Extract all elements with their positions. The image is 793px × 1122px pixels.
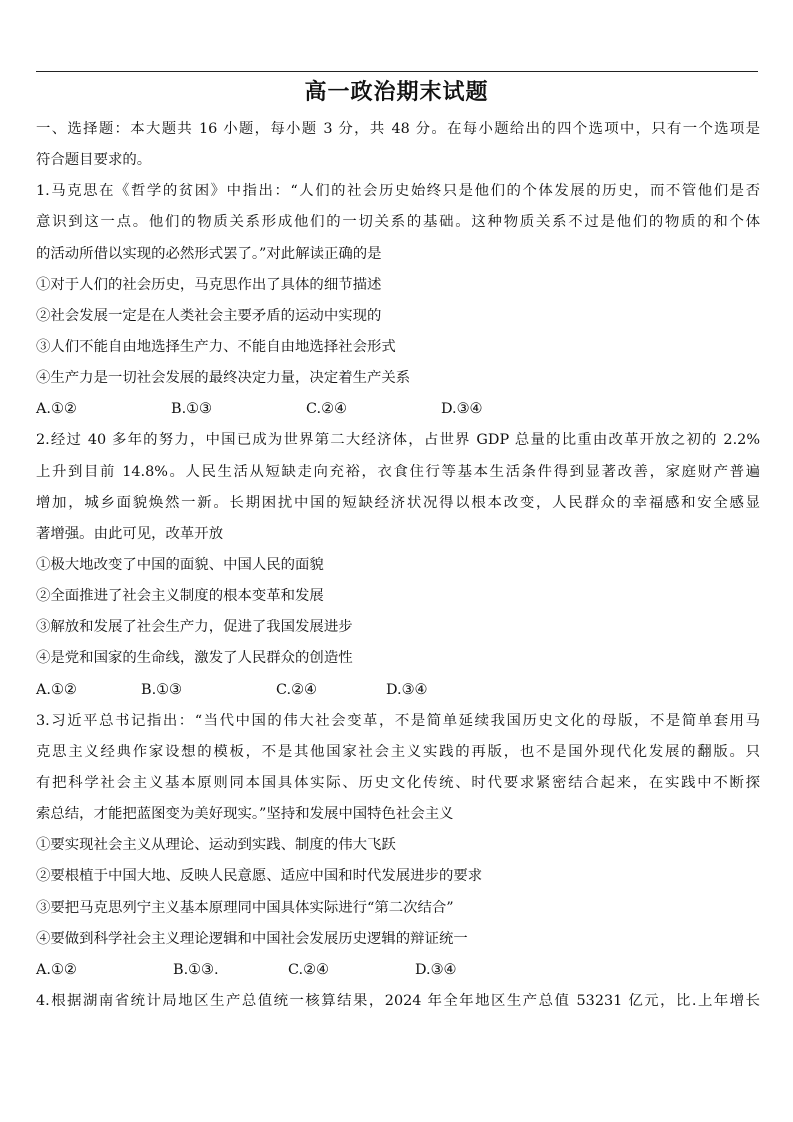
statement-1: ①极大地改变了中国的面貌、中国人民的面貌 — [36, 556, 324, 573]
statement-3: ③要把马克思列宁主义基本原理同中国具体实际进行“第二次结合” — [36, 899, 454, 916]
question-stem-line: 意识到这一点。他们的物质关系形成他们的一切关系的基础。这种物质关系不过是他们的物质的和个体 — [36, 214, 760, 231]
option-b[interactable]: B.①③. — [173, 961, 219, 978]
answer-options — [36, 675, 760, 706]
option-a[interactable]: A.①② — [36, 681, 77, 698]
section-instruction-line: 一、选择题：本大题共 16 小题，每小题 3 分，共 48 分。在每小题给出的四个选项中，只有一个选项是 — [36, 121, 760, 137]
option-d[interactable]: D.③④ — [441, 401, 483, 418]
header-rule — [36, 71, 758, 72]
statement-4: ④要做到科学社会主义理论逻辑和中国社会发展历史逻辑的辩证统一 — [36, 930, 468, 947]
question-2 — [36, 425, 760, 705]
statement-3: ③人们不能自由地选择生产力、不能自由地选择社会形式 — [36, 338, 396, 355]
statement-2: ②全面推进了社会主义制度的根本变革和发展 — [36, 588, 324, 605]
option-d[interactable]: D.③④ — [415, 961, 457, 978]
section-instruction-line: 符合题目要求的。 — [36, 152, 152, 169]
statement-3: ③解放和发展了社会生产力，促进了我国发展进步 — [36, 619, 353, 636]
answer-options — [36, 955, 760, 986]
question-stem-line: 1.马克思在《哲学的贫困》中指出：“人们的社会历史始终只是他们的个体发展的历史，而不管他们是否 — [36, 183, 760, 200]
statement-2: ②要根植于中国大地、反映人民意愿、适应中国和时代发展进步的要求 — [36, 868, 483, 885]
question-stem-line: 3.习近平总书记指出：“当代中国的伟大社会变革，不是简单延续我国历史文化的母版，不是简单套用马 — [36, 712, 760, 729]
question-stem-line: 克思主义经典作家设想的模板，不是其他国家社会主义实践的再版，也不是国外现代化发展的翻版。只 — [36, 743, 760, 760]
question-stem-line: 2.经过 40 多年的努力，中国已成为世界第二大经济体，占世界 GDP 总量的比重由改革开放之初的 2.2% — [36, 432, 760, 449]
question-stem-line: 索总结，才能把蓝图变为美好现实。”坚持和发展中国特色社会主义 — [36, 806, 454, 823]
answer-options — [36, 394, 760, 425]
option-c[interactable]: C.②④ — [288, 961, 329, 978]
question-stem-line: 增加，城乡面貌焕然一新。长期困扰中国的短缺经济状况得以根本改变，人民群众的幸福感和安全感显 — [36, 494, 760, 511]
question-stem-line: 著增强。由此可见，改革开放 — [36, 525, 224, 542]
statement-4: ④生产力是一切社会发展的最终决定力量，决定着生产关系 — [36, 370, 411, 387]
option-a[interactable]: A.①② — [36, 401, 77, 418]
statement-1: ①对于人们的社会历史，马克思作出了具体的细节描述 — [36, 276, 382, 293]
exam-content — [36, 114, 760, 1017]
question-4 — [36, 986, 760, 1017]
statement-4: ④是党和国家的生命线，激发了人民群众的创造性 — [36, 650, 353, 667]
question-stem-line: 的活动所借以实现的必然形式罢了。”对此解读正确的是 — [36, 245, 382, 262]
question-1 — [36, 176, 760, 425]
option-a[interactable]: A.①② — [36, 961, 77, 978]
question-stem-line: 有把科学社会主义基本原则同本国具体实际、历史文化传统、时代要求紧密结合起来，在实践中不断探 — [36, 774, 760, 791]
option-c[interactable]: C.②④ — [276, 681, 317, 698]
option-b[interactable]: B.①③ — [141, 681, 182, 698]
page-title: 高一政治期末试题 — [304, 80, 489, 105]
question-stem-line: 4.根据湖南省统计局地区生产总值统一核算结果，2024 年全年地区生产总值 53231 亿元，比.上年增长 — [36, 992, 760, 1009]
question-stem-line: 上升到目前 14.8%。人民生活从短缺走向充裕，衣食住行等基本生活条件得到显著改善，家庭财产普遍 — [36, 463, 760, 480]
option-c[interactable]: C.②④ — [306, 401, 347, 418]
question-3 — [36, 706, 760, 986]
option-b[interactable]: B.①③ — [171, 401, 212, 418]
option-d[interactable]: D.③④ — [386, 681, 428, 698]
statement-2: ②社会发展一定是在人类社会主要矛盾的运动中实现的 — [36, 307, 382, 324]
statement-1: ①要实现社会主义从理论、运动到实践、制度的伟大飞跃 — [36, 837, 396, 854]
